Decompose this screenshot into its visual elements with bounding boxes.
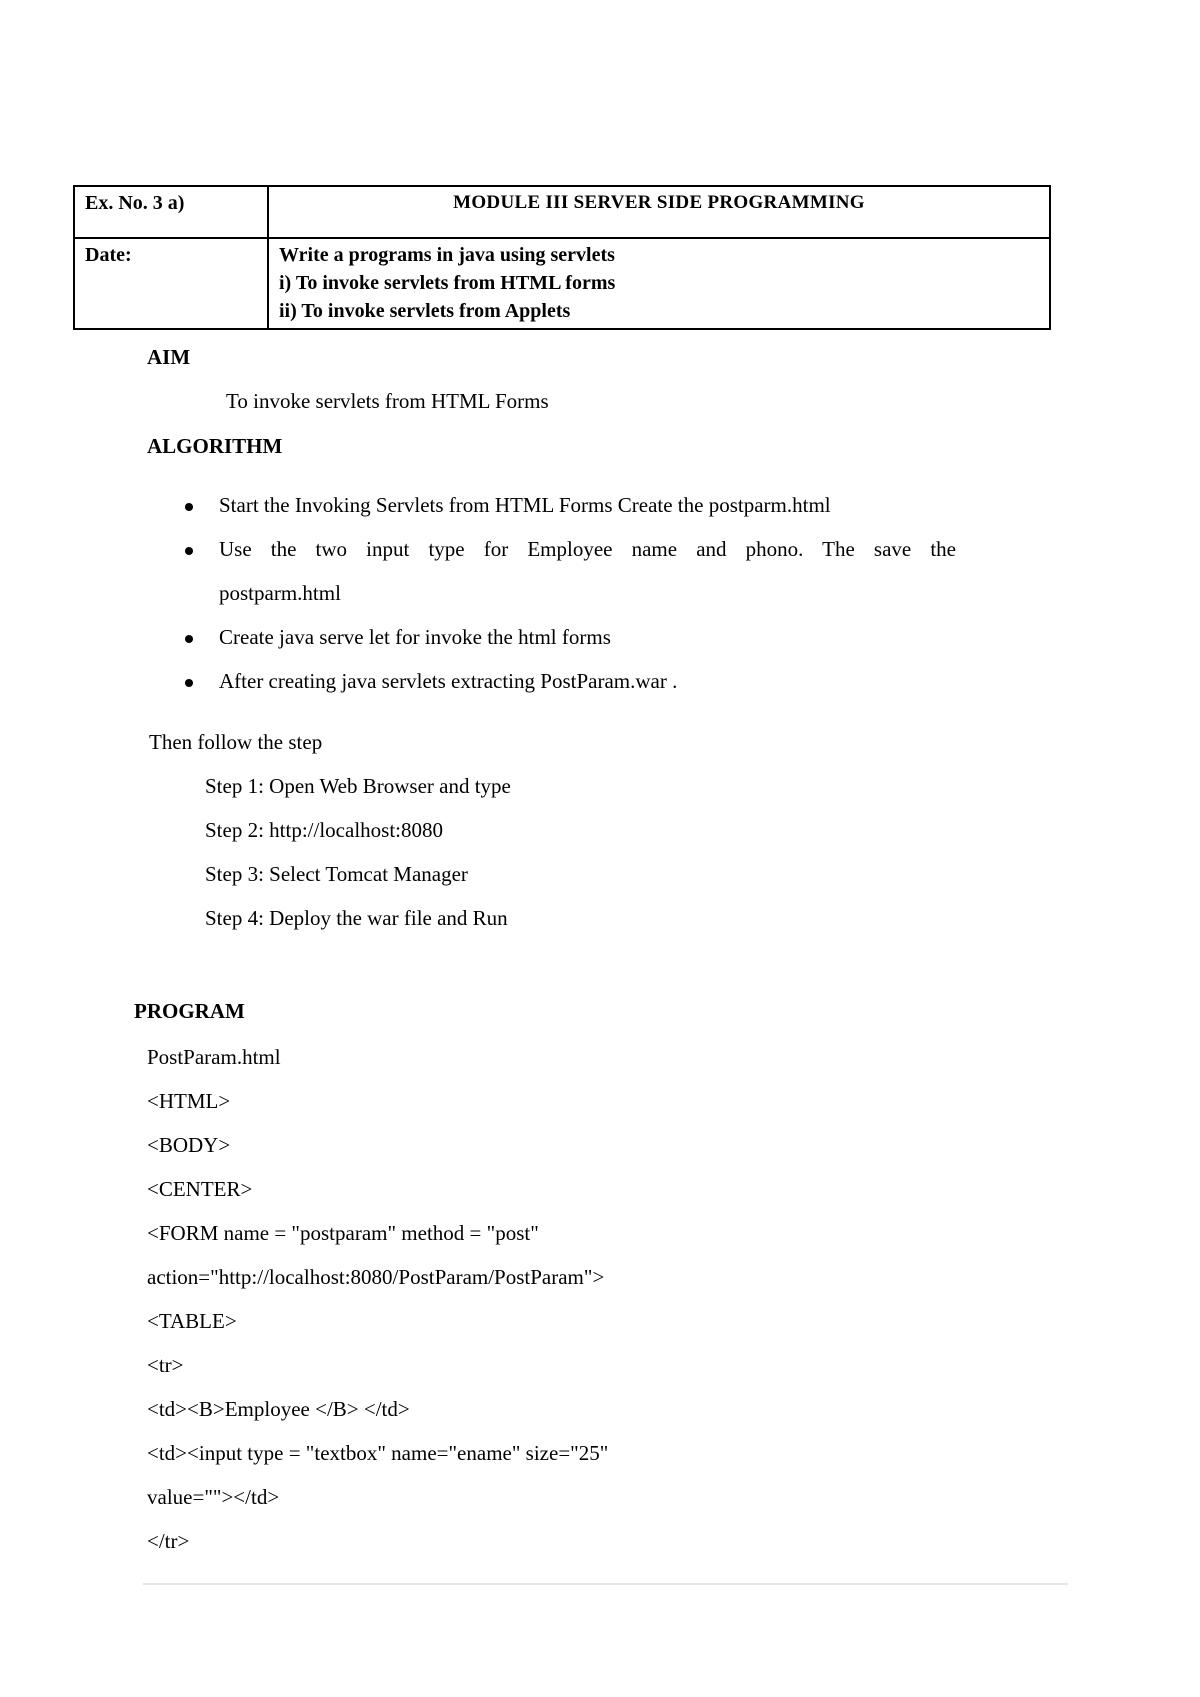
bullet-icon: [185, 547, 193, 555]
task-line: Write a programs in java using servlets: [279, 244, 615, 266]
algorithm-step: Start the Invoking Servlets from HTML Forms Create the postparm.html: [219, 493, 831, 517]
code-line: <tr>: [147, 1353, 184, 1377]
code-line: <HTML>: [147, 1089, 231, 1113]
step-item: Step 2: http://localhost:8080: [205, 818, 443, 842]
bullet-icon: [185, 503, 193, 511]
step-item: Step 1: Open Web Browser and type: [205, 774, 511, 798]
step-item: Step 3: Select Tomcat Manager: [205, 862, 468, 886]
task-line: i) To invoke servlets from HTML forms: [279, 272, 616, 294]
code-line: <FORM name = "postparam" method = "post": [147, 1221, 539, 1245]
aim-heading: AIM: [147, 345, 191, 369]
module-title: MODULE III SERVER SIDE PROGRAMMING: [268, 186, 1050, 238]
code-line: <TABLE>: [147, 1309, 237, 1333]
bullet-icon: [185, 635, 193, 643]
page-bottom-divider: [143, 1583, 1068, 1585]
aim-text: To invoke servlets from HTML Forms: [226, 389, 549, 413]
code-line: </tr>: [147, 1529, 190, 1553]
algorithm-step: After creating java servlets extracting PostParam.war .: [219, 669, 678, 693]
code-line: PostParam.html: [147, 1045, 281, 1069]
code-line: <td><input type = "textbox" name="ename" size="25": [147, 1441, 609, 1465]
algorithm-step: Use the two input type for Employee name and phono. The save the: [219, 537, 956, 561]
code-line: action="http://localhost:8080/PostParam/PostParam">: [147, 1265, 605, 1289]
code-line: <td><B>Employee </B> </td>: [147, 1397, 410, 1421]
header-row-task: [74, 238, 1050, 329]
task-description: [268, 238, 1050, 329]
step-item: Step 4: Deploy the war file and Run: [205, 906, 508, 930]
exercise-header-table: [73, 185, 1051, 330]
steps-intro: Then follow the step: [149, 730, 323, 754]
header-row-module: [74, 186, 1050, 238]
bullet-icon: [185, 679, 193, 687]
date-label: Date:: [74, 238, 268, 329]
algorithm-heading: ALGORITHM: [147, 434, 283, 458]
exercise-number: Ex. No. 3 a): [74, 186, 268, 238]
algorithm-step: Create java serve let for invoke the html forms: [219, 625, 611, 649]
task-line: ii) To invoke servlets from Applets: [279, 300, 571, 322]
code-line: value=""></td>: [147, 1485, 280, 1509]
code-line: <BODY>: [147, 1133, 231, 1157]
algorithm-step-continuation: postparm.html: [219, 581, 341, 605]
code-line: <CENTER>: [147, 1177, 253, 1201]
program-heading: PROGRAM: [134, 999, 245, 1023]
